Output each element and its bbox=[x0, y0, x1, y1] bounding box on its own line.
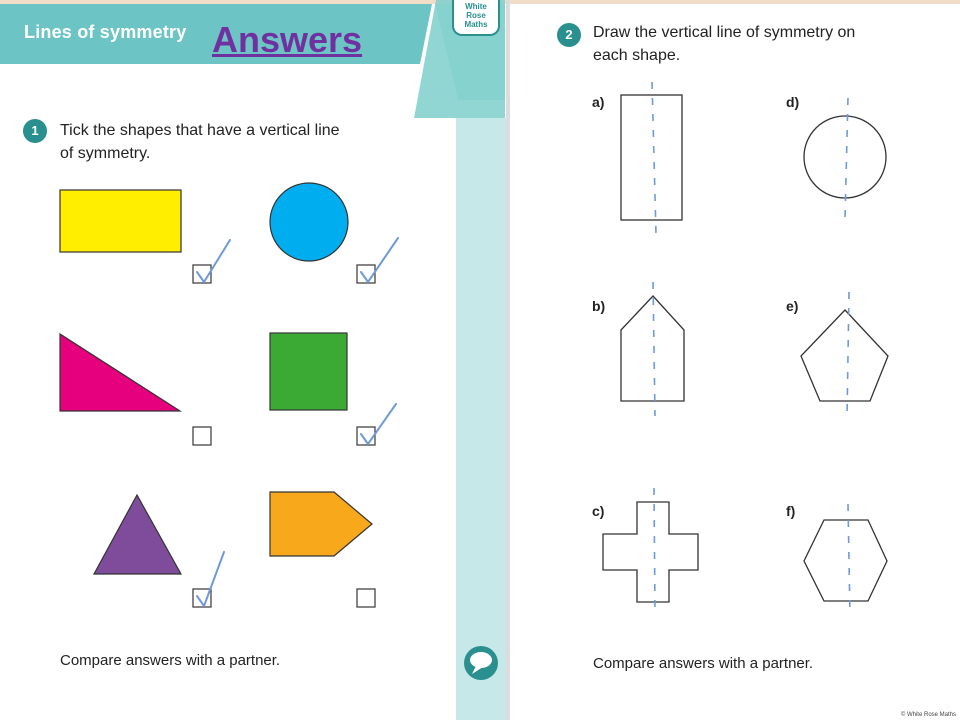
shape-a-rectangle bbox=[621, 95, 682, 220]
shape-e-pentagon bbox=[801, 310, 888, 401]
purple-triangle bbox=[94, 495, 181, 574]
label-c: c) bbox=[592, 503, 605, 519]
symmetry-line-c bbox=[654, 488, 655, 612]
question-1-text-line: of symmetry. bbox=[60, 145, 151, 162]
label-b: b) bbox=[592, 298, 606, 314]
shape-d-circle bbox=[804, 116, 886, 198]
tick-mark bbox=[361, 404, 396, 444]
question-2-number: 2 bbox=[557, 23, 581, 47]
blue-circle bbox=[270, 183, 348, 261]
symmetry-line-f bbox=[848, 504, 850, 616]
logo-line: Rose bbox=[466, 11, 486, 20]
symmetry-line-b bbox=[653, 282, 655, 416]
shape-b-house bbox=[621, 296, 684, 401]
yellow-rectangle bbox=[60, 190, 181, 252]
orange-pentagon bbox=[270, 492, 372, 556]
label-a: a) bbox=[592, 94, 605, 110]
shape-c-cross bbox=[603, 502, 698, 602]
tick-mark bbox=[361, 238, 398, 282]
question-1-text-line: Tick the shapes that have a vertical line bbox=[60, 122, 340, 139]
question-1-number: 1 bbox=[23, 119, 47, 143]
label-d: d) bbox=[786, 94, 800, 110]
logo-line: Maths bbox=[464, 20, 488, 29]
label-f: f) bbox=[786, 503, 796, 519]
magenta-triangle bbox=[60, 334, 180, 411]
question-1-text bbox=[60, 119, 340, 165]
question-2-compare: Compare answers with a partner. bbox=[593, 655, 814, 672]
checkbox-magenta-triangle bbox=[193, 427, 211, 445]
question-2-text bbox=[593, 21, 855, 67]
white-rose-maths-logo bbox=[452, 0, 500, 36]
worksheet-title: Lines of symmetry bbox=[24, 22, 187, 42]
question-2-text-line: Draw the vertical line of symmetry on bbox=[593, 24, 856, 41]
speech-bubble-icon bbox=[464, 646, 498, 680]
logo-line: White bbox=[465, 2, 487, 11]
label-e: e) bbox=[786, 298, 799, 314]
symmetry-line-a bbox=[652, 82, 656, 234]
tick-mark bbox=[197, 240, 230, 282]
question-2-text-line: each shape. bbox=[593, 47, 681, 64]
answers-heading: Answers bbox=[212, 19, 363, 60]
green-square bbox=[270, 333, 347, 410]
question-1-compare: Compare answers with a partner. bbox=[60, 652, 281, 669]
checkbox-orange-pentagon bbox=[357, 589, 375, 607]
symmetry-line-e bbox=[847, 292, 849, 418]
shape-f-hexagon bbox=[804, 520, 887, 601]
copyright-footer: © White Rose Maths bbox=[900, 712, 956, 718]
